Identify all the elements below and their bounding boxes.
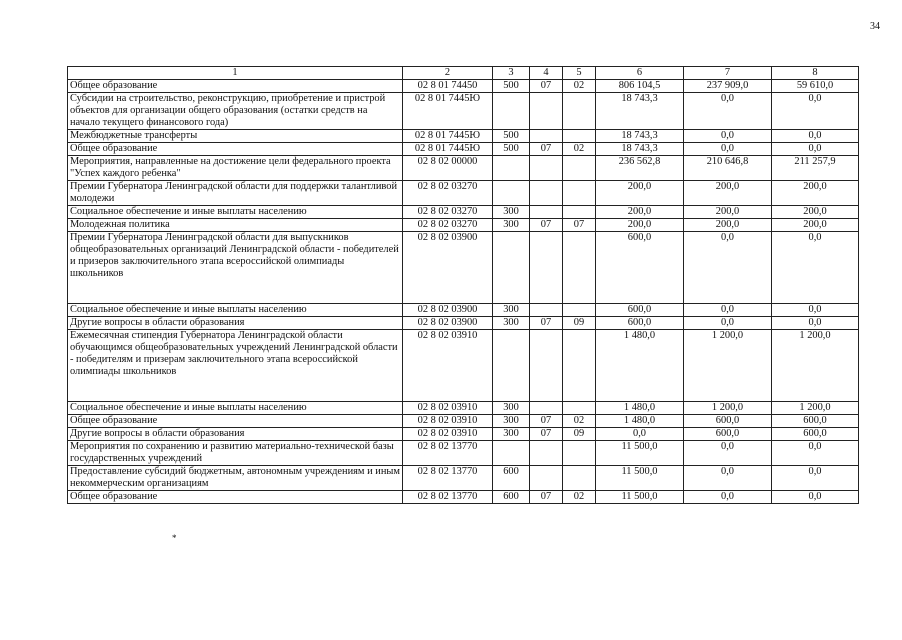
- row-subsection: 02: [563, 80, 596, 93]
- row-amount-year1: 236 562,8: [596, 156, 684, 181]
- row-subsection: [563, 130, 596, 143]
- row-amount-year2: 0,0: [684, 491, 772, 504]
- row-name: Молодежная политика: [68, 219, 403, 232]
- row-section: 07: [530, 317, 563, 330]
- row-amount-year3: 200,0: [772, 181, 859, 206]
- row-amount-year2: 0,0: [684, 441, 772, 466]
- table-row: [68, 330, 859, 402]
- row-amount-year3: 0,0: [772, 93, 859, 130]
- table-row: [68, 317, 859, 330]
- row-expense-type: [493, 93, 530, 130]
- row-amount-year2: 0,0: [684, 143, 772, 156]
- table-row: [68, 181, 859, 206]
- row-code: 02 8 02 03910: [403, 330, 493, 402]
- row-subsection: [563, 93, 596, 130]
- row-amount-year3: 0,0: [772, 491, 859, 504]
- row-expense-type: 300: [493, 415, 530, 428]
- row-code: 02 8 02 03910: [403, 402, 493, 415]
- row-amount-year3: 0,0: [772, 466, 859, 491]
- row-amount-year1: 1 480,0: [596, 415, 684, 428]
- row-code: 02 8 02 03900: [403, 304, 493, 317]
- row-section: 07: [530, 219, 563, 232]
- row-code: 02 8 02 13770: [403, 491, 493, 504]
- row-name: Премии Губернатора Ленинградской области для выпускников общеобразовательных организаций Ленинградской области - победителей и призеров заключительного этапа всероссийской олимпиады школьников: [68, 232, 403, 304]
- column-header: 4: [530, 67, 563, 80]
- row-subsection: [563, 181, 596, 206]
- row-amount-year3: 200,0: [772, 206, 859, 219]
- row-subsection: [563, 232, 596, 304]
- row-expense-type: 300: [493, 317, 530, 330]
- row-amount-year2: 0,0: [684, 130, 772, 143]
- row-expense-type: [493, 232, 530, 304]
- row-subsection: [563, 441, 596, 466]
- row-name: Другие вопросы в области образования: [68, 428, 403, 441]
- row-amount-year3: 0,0: [772, 143, 859, 156]
- table-row: [68, 415, 859, 428]
- row-subsection: 09: [563, 317, 596, 330]
- row-section: 07: [530, 428, 563, 441]
- row-expense-type: 300: [493, 428, 530, 441]
- row-section: [530, 466, 563, 491]
- table-row: [68, 304, 859, 317]
- row-code: 02 8 02 03900: [403, 232, 493, 304]
- row-expense-type: 300: [493, 402, 530, 415]
- row-name: Другие вопросы в области образования: [68, 317, 403, 330]
- table-row: [68, 466, 859, 491]
- row-amount-year2: 0,0: [684, 93, 772, 130]
- column-number-row: [68, 67, 859, 80]
- row-subsection: [563, 466, 596, 491]
- table-row: [68, 156, 859, 181]
- row-section: [530, 130, 563, 143]
- row-name: Общее образование: [68, 143, 403, 156]
- row-subsection: [563, 156, 596, 181]
- row-expense-type: [493, 330, 530, 402]
- row-name: Межбюджетные трансферты: [68, 130, 403, 143]
- row-code: 02 8 02 13770: [403, 466, 493, 491]
- row-expense-type: [493, 156, 530, 181]
- row-section: 07: [530, 491, 563, 504]
- row-amount-year1: 0,0: [596, 428, 684, 441]
- row-section: [530, 330, 563, 402]
- table-row: [68, 130, 859, 143]
- row-amount-year3: 1 200,0: [772, 402, 859, 415]
- row-amount-year2: 0,0: [684, 466, 772, 491]
- row-amount-year1: 11 500,0: [596, 491, 684, 504]
- row-amount-year2: 200,0: [684, 206, 772, 219]
- row-name: Общее образование: [68, 415, 403, 428]
- column-header: 2: [403, 67, 493, 80]
- row-section: [530, 206, 563, 219]
- column-header: 8: [772, 67, 859, 80]
- row-amount-year2: 200,0: [684, 219, 772, 232]
- row-section: [530, 304, 563, 317]
- table-row: [68, 219, 859, 232]
- row-amount-year1: 11 500,0: [596, 441, 684, 466]
- row-code: 02 8 02 03270: [403, 206, 493, 219]
- stray-mark: *: [172, 533, 177, 543]
- row-amount-year3: 0,0: [772, 130, 859, 143]
- row-section: 07: [530, 143, 563, 156]
- row-amount-year1: 1 480,0: [596, 402, 684, 415]
- row-code: 02 8 02 13770: [403, 441, 493, 466]
- column-header: 1: [68, 67, 403, 80]
- row-expense-type: 500: [493, 80, 530, 93]
- row-amount-year1: 200,0: [596, 206, 684, 219]
- row-name: Ежемесячная стипендия Губернатора Ленинградской области обучающимся общеобразовательных учреждений Ленинградской области - победителям и призерам заключительного этапа всероссийской олимпиады школьников: [68, 330, 403, 402]
- table-row: [68, 428, 859, 441]
- row-subsection: 02: [563, 491, 596, 504]
- row-code: 02 8 02 03910: [403, 428, 493, 441]
- row-subsection: [563, 304, 596, 317]
- row-expense-type: 300: [493, 219, 530, 232]
- row-subsection: 02: [563, 143, 596, 156]
- row-name: Субсидии на строительство, реконструкцию, приобретение и пристрой объектов для организации общего образования (остатки средств на начало текущего финансового года): [68, 93, 403, 130]
- row-code: 02 8 02 03270: [403, 219, 493, 232]
- row-code: 02 8 02 00000: [403, 156, 493, 181]
- column-header: 6: [596, 67, 684, 80]
- row-section: [530, 232, 563, 304]
- row-subsection: [563, 330, 596, 402]
- row-subsection: 09: [563, 428, 596, 441]
- row-amount-year2: 1 200,0: [684, 330, 772, 402]
- row-amount-year1: 600,0: [596, 232, 684, 304]
- row-code: 02 8 02 03900: [403, 317, 493, 330]
- row-expense-type: 600: [493, 491, 530, 504]
- row-amount-year1: 18 743,3: [596, 93, 684, 130]
- row-expense-type: 500: [493, 130, 530, 143]
- row-amount-year2: 0,0: [684, 232, 772, 304]
- row-amount-year2: 0,0: [684, 317, 772, 330]
- row-section: [530, 441, 563, 466]
- column-header: 7: [684, 67, 772, 80]
- table-row: [68, 80, 859, 93]
- row-expense-type: [493, 441, 530, 466]
- row-amount-year2: 1 200,0: [684, 402, 772, 415]
- column-header: 5: [563, 67, 596, 80]
- row-name: Социальное обеспечение и иные выплаты населению: [68, 402, 403, 415]
- row-section: 07: [530, 80, 563, 93]
- row-amount-year2: 0,0: [684, 304, 772, 317]
- row-amount-year1: 600,0: [596, 304, 684, 317]
- row-code: 02 8 01 7445Ю: [403, 143, 493, 156]
- row-section: [530, 156, 563, 181]
- row-amount-year1: 18 743,3: [596, 130, 684, 143]
- table-row: [68, 441, 859, 466]
- row-expense-type: 300: [493, 304, 530, 317]
- row-name: Предоставление субсидий бюджетным, автономным учреждениям и иным некоммерческим организациям: [68, 466, 403, 491]
- table-row: [68, 402, 859, 415]
- row-code: 02 8 02 03910: [403, 415, 493, 428]
- row-code: 02 8 01 7445Ю: [403, 130, 493, 143]
- row-amount-year3: 0,0: [772, 441, 859, 466]
- page-number: 34: [870, 21, 880, 32]
- row-subsection: [563, 206, 596, 219]
- row-amount-year2: 210 646,8: [684, 156, 772, 181]
- table-row: [68, 206, 859, 219]
- row-expense-type: 500: [493, 143, 530, 156]
- row-name: Социальное обеспечение и иные выплаты населению: [68, 304, 403, 317]
- row-amount-year3: 59 610,0: [772, 80, 859, 93]
- column-header: 3: [493, 67, 530, 80]
- table-row: [68, 232, 859, 304]
- row-amount-year1: 200,0: [596, 219, 684, 232]
- row-name: Премии Губернатора Ленинградской области для поддержки талантливой молодежи: [68, 181, 403, 206]
- row-amount-year1: 806 104,5: [596, 80, 684, 93]
- row-amount-year1: 11 500,0: [596, 466, 684, 491]
- row-amount-year3: 0,0: [772, 232, 859, 304]
- row-subsection: 07: [563, 219, 596, 232]
- row-amount-year1: 600,0: [596, 317, 684, 330]
- row-amount-year3: 1 200,0: [772, 330, 859, 402]
- row-name: Общее образование: [68, 80, 403, 93]
- row-amount-year3: 600,0: [772, 415, 859, 428]
- row-amount-year1: 1 480,0: [596, 330, 684, 402]
- row-amount-year3: 211 257,9: [772, 156, 859, 181]
- row-section: [530, 181, 563, 206]
- row-name: Общее образование: [68, 491, 403, 504]
- row-subsection: [563, 402, 596, 415]
- row-name: Мероприятия, направленные на достижение цели федерального проекта "Успех каждого ребенка": [68, 156, 403, 181]
- row-amount-year3: 200,0: [772, 219, 859, 232]
- row-name: Социальное обеспечение и иные выплаты населению: [68, 206, 403, 219]
- row-amount-year2: 200,0: [684, 181, 772, 206]
- row-expense-type: [493, 181, 530, 206]
- table-row: [68, 143, 859, 156]
- row-amount-year1: 18 743,3: [596, 143, 684, 156]
- row-expense-type: 600: [493, 466, 530, 491]
- table-row: [68, 491, 859, 504]
- row-section: [530, 402, 563, 415]
- row-code: 02 8 02 03270: [403, 181, 493, 206]
- row-section: [530, 93, 563, 130]
- row-subsection: 02: [563, 415, 596, 428]
- row-amount-year1: 200,0: [596, 181, 684, 206]
- row-amount-year3: 0,0: [772, 317, 859, 330]
- table-row: [68, 93, 859, 130]
- budget-table: [67, 66, 859, 504]
- row-section: 07: [530, 415, 563, 428]
- row-amount-year3: 0,0: [772, 304, 859, 317]
- row-code: 02 8 01 7445Ю: [403, 93, 493, 130]
- row-expense-type: 300: [493, 206, 530, 219]
- row-amount-year2: 237 909,0: [684, 80, 772, 93]
- row-code: 02 8 01 74450: [403, 80, 493, 93]
- row-amount-year3: 600,0: [772, 428, 859, 441]
- row-amount-year2: 600,0: [684, 428, 772, 441]
- row-name: Мероприятия по сохранению и развитию материально-технической базы государственных учреждений: [68, 441, 403, 466]
- row-amount-year2: 600,0: [684, 415, 772, 428]
